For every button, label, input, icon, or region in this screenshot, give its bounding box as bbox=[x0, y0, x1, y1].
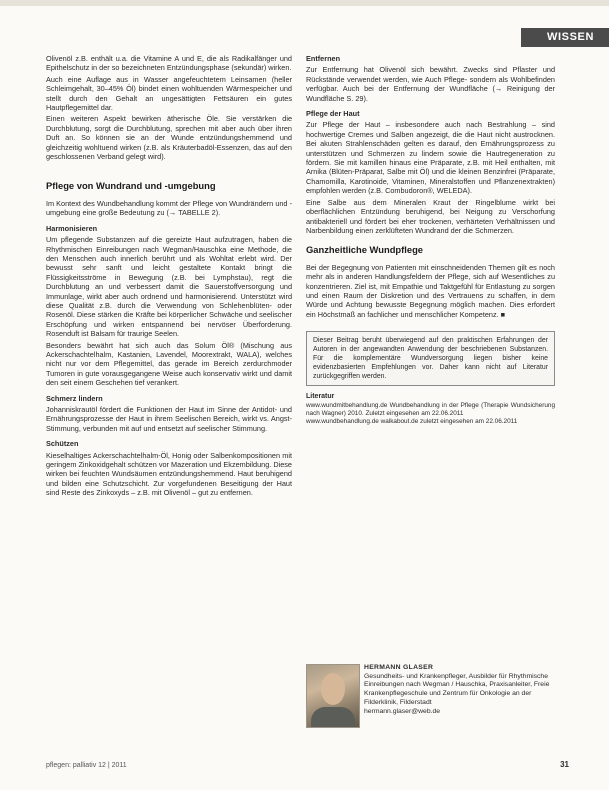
heading-wundrand: Pflege von Wundrand und -umgebung bbox=[46, 180, 216, 192]
subheading-entfernen: Entfernen bbox=[306, 54, 341, 63]
page-number: 31 bbox=[560, 760, 569, 769]
left-paragraph-3: Einen weiteren Aspekt bewirken ätherische Öle. Sie verstärken die Durchblutung, sorgt die Durchblutung, sprechen mit aber auch über ihren Duft an. So können sie an der Wunde entzündungshemmend und gleichzeitig wohltuend wirken (z.B. als Kräuterbadöl-Essenzen, das auf den geschlossenen Verband gelegt wird). bbox=[46, 114, 292, 162]
author-email[interactable]: hermann.glaser@web.de bbox=[364, 707, 441, 715]
left-paragraph-5: Um pflegende Substanzen auf die gereizte Haut aufzutragen, haben die Rhythmischen Einreibungen nach Wegman/Hauschka eine Methode, die den Menschen auch innerlich berührt und als Wohltat erlebt wird. Der bewusst sehr sanft und leicht gestaltete Kontakt bringt die Flüssigkeitsströme in Bewegung (z.B. bei Lymphstau), regt die Durchblutung an und verbessert damit die Sauerstoffversorgung und Immunlage, wirkt aber auch ordnend und harmonisierend. Unterstützt wird diese Qualität z.B. durch die Verwendung von Schlehenblüten- oder Rosenöl. Diese stärken die Kräfte bei körperlicher Schwäche und seelischer Erschöpfung und wirken entspannend bei nervöser Überforderung. Rosenduft ist Balsam für traurige Seelen. bbox=[46, 235, 292, 339]
subheading-pflege-haut: Pflege der Haut bbox=[306, 109, 360, 119]
right-column bbox=[306, 54, 555, 426]
subheading-schmerz: Schmerz lindern bbox=[46, 393, 103, 403]
info-box: Dieser Beitrag beruht überwiegend auf den praktischen Erfahrungen der Autoren in der angewandten Anwendung der beschriebenen Substanzen. Für die komplementäre Wundversorgung liegen bisher keine evidenzbasierten Empfehlungen vor. Daher kann nicht auf Literatur zurückgegriffen werden. bbox=[306, 331, 555, 386]
subheading-harmonisieren: Harmonisieren bbox=[46, 223, 98, 233]
heading-ganzheitlich: Ganzheitliche Wundpflege bbox=[306, 244, 424, 256]
left-paragraph-7: Johanniskrautöl fördert die Funktionen der Haut im Sinne der Antidot- und Ernährungsprozesse der Haut in ihrem Seelischen Bereich, wirkt vs. Angst-Stimmung, verbunden mit auf und entsetzt auf seelischer Stimmung. bbox=[46, 405, 292, 433]
right-paragraph-3: Eine Salbe aus dem Mineralen Kraut der Ringelblume wirkt bei oberflächlichen Entzündung beruhigend, bei Neigung zu Verschorfung antibakteriell und fördert bei eher trockenen, verhärteten Verhältnissen und Narbenbildung einen zerklüfteten Wundrand der die Schmerzen. bbox=[306, 197, 555, 235]
right-paragraph-2: Zur Pflege der Haut – insbesondere auch nach Bestrahlung – sind hochwertige Cremes und Salben angezeigt, die die Haut nicht austrocknen. Bei akuten Strahlenschäden gelten es darauf, den Ernährungsprozess zu unterstützen und Schmerzen zu lindern sowie die Hautregeneration zu fördern. Sie mit kamillen hinaus eine Präparate, z.B. mit Heil enthalten, mit Arnika (Blüten-Präparat, Salbe mit Öl) und die kleinen Benzinfrei (Präparate, Chamomilla, Karotinoide, Vitaminen, Mineralstoffen und Pflanzenextrakten) empfohlen werden (z.B. Combudoron®, WELEDA). bbox=[306, 120, 555, 196]
journal-footer: pflegen: palliativ 12 | 2011 bbox=[46, 762, 127, 769]
author-box bbox=[306, 664, 556, 736]
literature-entry-2: www.wundbehandlung.de walkabout.de zuletzt eingesehen am 22.06.2011 bbox=[306, 417, 518, 425]
right-paragraph-4: Bei der Begegnung von Patienten mit einschneidenden Themen gilt es noch mehr als in anderen Handlungsfeldern der Pflege, sich auf Wesentliches zu konzentrieren. Ziel ist, mit Empathie und Taktgefühl für Entlastung zu sorgen und einen Raum der Diskretion und des Vertrauens zu schaffen, in dem Würde und Achtung bewusste Begegnung möglich machen. Dies erfordert ein Höchstmaß an fachlicher und menschlicher Kompetenz. ■ bbox=[306, 262, 555, 319]
author-bio: Gesundheits- und Krankenpfleger, Ausbilder für Rhythmische Einreibungen nach Wegman / Hauschka, Praxisanleiter, Freie Krankenpflegeschule und Zentrum für Onkologie an der Filderklinik, Filderstadt bbox=[364, 672, 550, 706]
left-paragraph-8: Kieselhaltiges Ackerschachtelhalm-Öl, Honig oder Salbenkompositionen mit geringem Zinkoxidgehalt schützen vor Mazeration und Ekzembildung. Diese wirken bei feuchten Wundsäumen entzündungshemmend. Haut beruhigend und bilden eine Schutzschicht. Zur vorgefundenen Beseitigung der Haut sind Reste des Zinkoxyds – z.B. mit Olivenöl – gut zu entfernen. bbox=[46, 450, 292, 498]
author-photo bbox=[306, 664, 360, 728]
right-paragraph-1: Zur Entfernung hat Olivenöl sich bewährt. Zwecks sind Pflaster und Rückstände verwendet werden, wie Auch Pflege- sondern als Wohlbefinden verfügbar. Auch bei der Entfernung der Wundfläche (→ Reinigung der Wundfläche S. 29). bbox=[306, 65, 555, 103]
left-paragraph-1: Olivenöl z.B. enthält u.a. die Vitamine A und E, die als Radikalfänger und Epithelschutz in der so bezeichneten Entzündungsphase (sekundär) wirken. bbox=[46, 54, 292, 73]
author-name: HERMANN GLASER bbox=[364, 664, 434, 671]
section-tab: WISSEN bbox=[521, 28, 609, 47]
literature-entry-1: www.wundmitbehandlung.de Wundbehandlung in der Pflege (Therapie Wundsicherung nach Wagner) 2010. Zuletzt eingesehen am 22.06.2011 bbox=[306, 401, 555, 417]
left-paragraph-2: Auch eine Auflage aus in Wasser angefeuchtetem Leinsamen (heller Schleimgehalt, 30–45% Öl) bindet einen wohltuenden Wärmespeicher und stellt durch den Gehalt an ungesättigten Fettsäuren ein gutes Hautpflegemittel dar. bbox=[46, 74, 292, 113]
author-info bbox=[364, 664, 554, 716]
literature-heading: Literatur bbox=[306, 393, 335, 401]
left-paragraph-4: Im Kontext des Wundbehandlung kommt der Pflege von Wundrändern und -umgebung eine große Bedeutung zu (→ TABELLE 2). bbox=[46, 198, 292, 218]
left-column bbox=[46, 54, 292, 500]
subheading-schuetzen: Schützen bbox=[46, 439, 79, 449]
top-strip bbox=[0, 0, 609, 6]
left-paragraph-6: Besonders bewährt hat sich auch das Solum Öl® (Mischung aus Ackerschachtelhalm, Kastanien, Lavendel, Moorextrakt, WALA), welches nicht nur vor dem Pflegemittel, das gerade im Bereich zerdurchmoder Tumoren in gute vorausgegangene Weise auch konservativ wirkt und damit den seit einem Geschehen tief verankert. bbox=[46, 340, 292, 388]
